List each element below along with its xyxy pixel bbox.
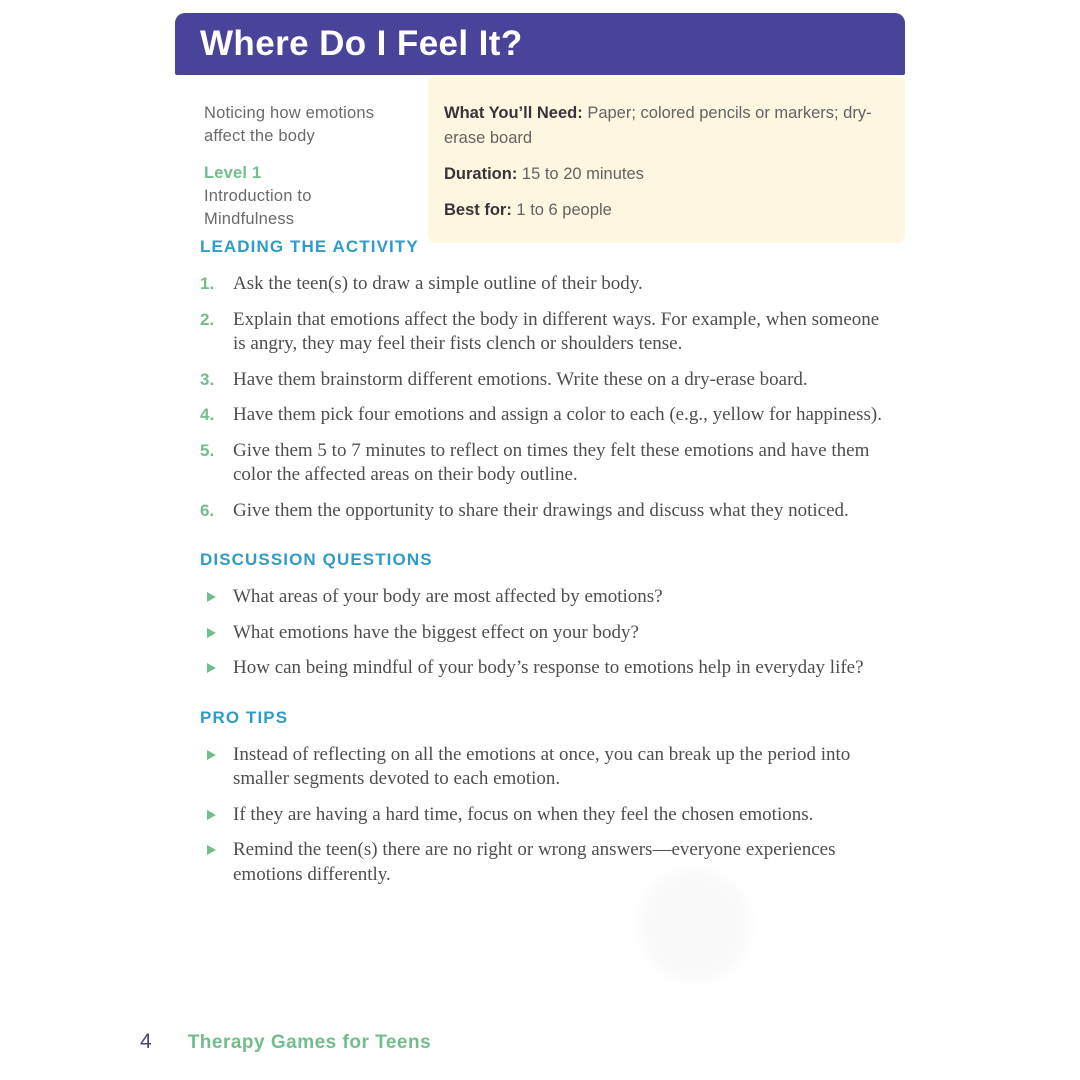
step-number: 6. <box>200 500 215 520</box>
step-text: Give them 5 to 7 minutes to reflect on times they felt these emotions and have them color the affected areas on their body outline. <box>233 439 870 485</box>
step-number: 1. <box>200 274 215 293</box>
duration-label: Duration: <box>444 165 518 183</box>
numbered-step <box>200 272 905 297</box>
section-heading-leading: LEADING THE ACTIVITY <box>200 237 419 256</box>
section-leading-the-activity <box>200 237 905 523</box>
best-for-line <box>444 198 877 223</box>
level-description: Introduction to Mindfulness <box>204 187 312 228</box>
tip-text: Instead of reflecting on all the emotions at once, you can break up the period into smaller segments devoted to each emotion. <box>233 743 851 789</box>
numbered-step <box>200 439 905 488</box>
tip-text: If they are having a hard time, focus on when they feel the chosen emotions. <box>233 803 814 825</box>
activity-title: Where Do I Feel It? <box>200 24 523 63</box>
bullet-arrow-icon <box>207 845 216 855</box>
discussion-question <box>200 656 905 681</box>
page-footer <box>140 1030 431 1054</box>
step-number: 5. <box>200 440 215 460</box>
step-number: 2. <box>200 309 215 329</box>
step-number: 3. <box>200 369 215 389</box>
pro-tip <box>200 838 905 887</box>
page-content <box>175 237 905 914</box>
step-text: Ask the teen(s) to draw a simple outline of their body. <box>233 273 643 294</box>
question-text: What emotions have the biggest effect on your body? <box>233 621 639 643</box>
numbered-step <box>200 499 905 524</box>
duration-line <box>444 162 877 187</box>
pro-tip <box>200 743 905 792</box>
question-text: How can being mindful of your body’s response to emotions help in everyday life? <box>233 657 864 678</box>
step-text: Have them brainstorm different emotions. Write these on a dry-erase board. <box>233 368 808 390</box>
materials-info-box <box>428 78 905 243</box>
best-for-label: Best for: <box>444 201 512 219</box>
numbered-step <box>200 403 905 428</box>
activity-title-banner <box>175 13 905 75</box>
numbered-step <box>200 308 905 357</box>
question-text: What areas of your body are most affected by emotions? <box>233 586 663 607</box>
tip-text: Remind the teen(s) there are no right or wrong answers—everyone experiences emotions differently. <box>233 839 836 885</box>
page-smudge <box>637 868 752 983</box>
step-text: Have them pick four emotions and assign a color to each (e.g., yellow for happiness). <box>233 404 882 425</box>
materials-line <box>444 101 877 151</box>
section-discussion-questions <box>200 550 905 681</box>
step-text: Give them the opportunity to share their drawings and discuss what they noticed. <box>233 499 849 521</box>
numbered-step <box>200 368 905 393</box>
section-pro-tips <box>200 708 905 888</box>
book-title: Therapy Games for Teens <box>187 1032 432 1053</box>
section-heading-discussion: DISCUSSION QUESTIONS <box>200 550 433 569</box>
duration-value: 15 to 20 minutes <box>517 165 644 183</box>
materials-value: Paper; colored pencils or markers; dry-erase board <box>444 104 872 147</box>
materials-label: What You’ll Need: <box>444 104 583 122</box>
section-heading-pro-tips: PRO TIPS <box>200 707 289 727</box>
page-number: 4 <box>140 1030 152 1053</box>
activity-meta-row <box>175 78 905 243</box>
bullet-arrow-icon <box>207 592 216 602</box>
step-text: Explain that emotions affect the body in different ways. For example, when someone is angry, they may feel their fists clench or shoulders tense. <box>233 308 880 354</box>
bullet-arrow-icon <box>207 628 216 638</box>
step-number: 4. <box>200 405 215 424</box>
pro-tip <box>200 803 905 828</box>
best-for-value: 1 to 6 people <box>511 201 612 219</box>
level-label: Level 1 <box>204 164 262 182</box>
bullet-arrow-icon <box>207 663 216 673</box>
bullet-arrow-icon <box>207 750 216 760</box>
bullet-arrow-icon <box>207 810 216 820</box>
activity-summary-column <box>175 78 428 243</box>
discussion-question <box>200 621 905 646</box>
activity-description: Noticing how emotions affect the body <box>204 104 375 145</box>
discussion-question <box>200 585 905 610</box>
